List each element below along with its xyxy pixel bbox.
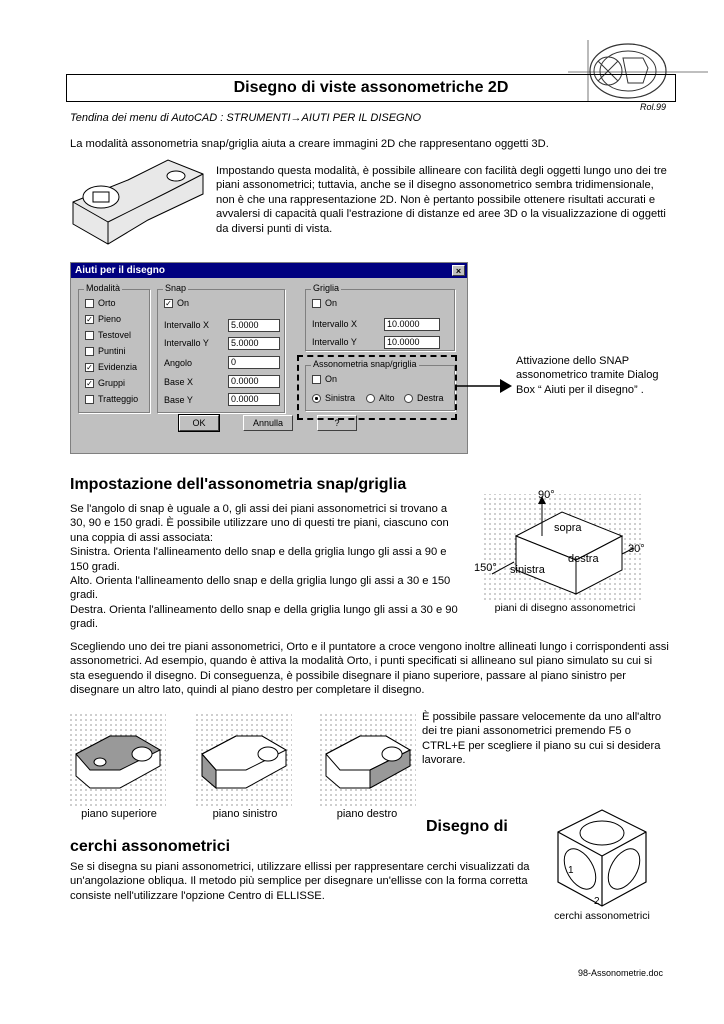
snap-base-y-label: Base Y	[164, 395, 193, 405]
modalita-label: Modalità	[86, 283, 121, 293]
grid-int-y-label: Intervallo Y	[312, 337, 357, 347]
annulla-button[interactable]: Annulla	[243, 415, 293, 431]
iso-circles-caption: cerchi assonometrici	[554, 910, 650, 922]
plane-right-illustration	[320, 714, 416, 806]
snap-angle-label: Angolo	[164, 358, 193, 368]
menu-path: Tendina dei menu di AutoCAD : STRUMENTI→AIUTI PER IL DISEGNO	[70, 112, 422, 124]
iso-planes-figure	[474, 488, 650, 616]
bracket-illustration	[68, 152, 208, 250]
radio-sinistra[interactable]: Sinistra	[312, 393, 355, 403]
isosnap-label: Assonometria snap/griglia	[313, 359, 417, 369]
iso-circles-figure	[552, 806, 652, 912]
snap-base-x-input[interactable]: 0.0000	[228, 375, 280, 388]
checkbox-puntini[interactable]: Puntini	[85, 346, 126, 356]
switch-planes-text: È possibile passare velocemente da uno all'altro dei tre piani assonometrici premendo F5 o CTRL+E per scegliere il piano su cui si desidera lavorare.	[422, 711, 662, 767]
close-icon[interactable]: ×	[452, 265, 465, 276]
snap-label: Snap	[165, 283, 187, 293]
footer-filename: 98-Assonometrie.doc	[578, 968, 664, 978]
section1-p4: Destra. Orienta l'allineamento dello snap e della griglia lungo gli assi a 30 e 90 gradi.	[70, 603, 458, 631]
checkbox-orto[interactable]: Orto	[85, 298, 116, 308]
checkbox-testovel[interactable]: Testovel	[85, 330, 131, 340]
snap-angle-input[interactable]: 0	[228, 356, 280, 369]
checkbox-snap-on[interactable]: ✓ On	[165, 298, 190, 308]
section2-text: Se si disegna su piani assonometrici, utilizzare ellissi per rappresentare cerchi visualizzati da un'angolazione obliqua. Il metodo più semplice per disegnare un'ellisse con la forma corretta consiste nell'utilizzare l'opzione Centro di ELLISSE.	[70, 861, 530, 902]
label-sopra: sopra	[554, 522, 582, 534]
iso-planes-caption: piani di disegno assonometrici	[494, 602, 636, 614]
modalita-group	[78, 283, 150, 413]
radio-destra[interactable]: Destra	[404, 393, 444, 403]
section1-p3: Alto. Orienta l'allineamento dello snap e della griglia lungo gli assi a 30 e 150 gradi.	[70, 575, 451, 602]
checkbox-gruppi[interactable]: ✓ Gruppi	[86, 378, 126, 388]
snap-group	[157, 283, 285, 413]
snap-base-y-input[interactable]: 0.0000	[228, 393, 280, 406]
grid-int-x-label: Intervallo X	[312, 319, 358, 329]
dialog-title: Aiuti per il disegno	[75, 265, 166, 276]
radio-alto[interactable]: Alto	[366, 393, 395, 403]
label-30deg: 30°	[628, 543, 645, 555]
intro-lead: La modalità assonometria snap/griglia aiuta a creare immagini 2D che rappresentano oggetti 3D.	[70, 138, 549, 150]
label-90deg: 90°	[538, 489, 555, 501]
snap-int-x-input[interactable]: 5.0000	[228, 319, 280, 332]
dialog-titlebar	[71, 263, 467, 278]
label-destra: destra	[568, 553, 599, 565]
griglia-label: Griglia	[313, 283, 340, 293]
checkbox-evidenzia[interactable]: ✓ Evidenzia	[86, 362, 138, 372]
snap-int-y-label: Intervallo Y	[164, 338, 209, 348]
label-sinistra: sinistra	[510, 564, 545, 576]
snap-int-y-input[interactable]: 5.0000	[228, 337, 280, 350]
circle-marker-1: 1	[568, 865, 574, 876]
intro-paragraph: Impostando questa modalità, è possibile allineare con facilità degli oggetti lungo uno dei tre piani assonometrici; tuttavia, anche se il disegno assonometrico sembra tridimensionale, non è che una rappresentazione 2D. Non è pertanto possibile ottenere risultati accurati e avvalersi di capacità quali l'estrazione di distanze ed aree 3D o la visualizzazione di oggetti da diversi punti di vista.	[216, 165, 667, 235]
caption-piano-superiore: piano superiore	[81, 808, 157, 820]
griglia-group	[305, 283, 455, 351]
section1-p1: Se l'angolo di snap è uguale a 0, gli assi dei piani assonometrici si trovano a 30, 90 e 150 gradi. È possibile utilizzare uno di questi tre piani, ciascuno con una coppia di assi associata:	[70, 503, 449, 544]
circle-marker-2: 2	[594, 896, 600, 907]
section1-p2: Sinistra. Orienta l'allineamento dello snap e della griglia lungo gli assi a 90 e 150 gradi.	[70, 546, 447, 573]
callout-text: Attivazione dello SNAP assonometrico tramite Dialog Box “ Aiuti per il disegno” .	[516, 355, 659, 396]
grid-int-y-input[interactable]: 10.0000	[384, 336, 440, 349]
checkbox-grid-on[interactable]: On	[312, 298, 337, 308]
plane-top-illustration	[70, 714, 166, 806]
grid-int-x-input[interactable]: 10.0000	[384, 318, 440, 331]
help-button[interactable]: ?	[317, 415, 357, 431]
page-title: Disegno di viste assonometriche 2D	[66, 74, 676, 102]
label-150deg: 150°	[474, 562, 497, 574]
checkbox-pieno[interactable]: ✓ Pieno	[86, 314, 122, 324]
checkbox-tratteggio[interactable]: Tratteggio	[85, 394, 138, 404]
caption-piano-sinistro: piano sinistro	[212, 808, 278, 820]
isosnap-highlight	[297, 355, 457, 420]
checkbox-isosnap-on[interactable]: On	[312, 374, 337, 384]
section1-text	[70, 502, 462, 632]
plane-left-illustration	[196, 714, 292, 806]
caption-piano-destro: piano destro	[336, 808, 398, 820]
arrow-icon	[456, 376, 512, 396]
snap-int-x-label: Intervallo X	[164, 320, 210, 330]
snap-base-x-label: Base X	[164, 377, 194, 387]
section1-p5: Scegliendo uno dei tre piani assonometrici, Orto e il puntatore a croce vengono inoltre allineati lungo i corrispondenti assi assonometrici. Ad esempio, quando è attiva la modalità Orto, i punti specificati si allineano sul piano simulato su cui si sta eseguendo il disegno. Di conseguenza, è possibile disegnare il piano superiore, passare al piano sinistro per disegnare un altro lato, quindi al piano destro per completare il disegno.	[70, 641, 669, 697]
ok-button[interactable]: OK	[179, 415, 219, 431]
section-heading-circles-b: cerchi assonometrici	[70, 838, 231, 855]
ref-code: Rol.99	[640, 102, 667, 112]
section-heading-snap: Impostazione dell'assonometria snap/griglia	[70, 476, 407, 493]
section-heading-circles-a: Disegno di	[426, 818, 508, 835]
